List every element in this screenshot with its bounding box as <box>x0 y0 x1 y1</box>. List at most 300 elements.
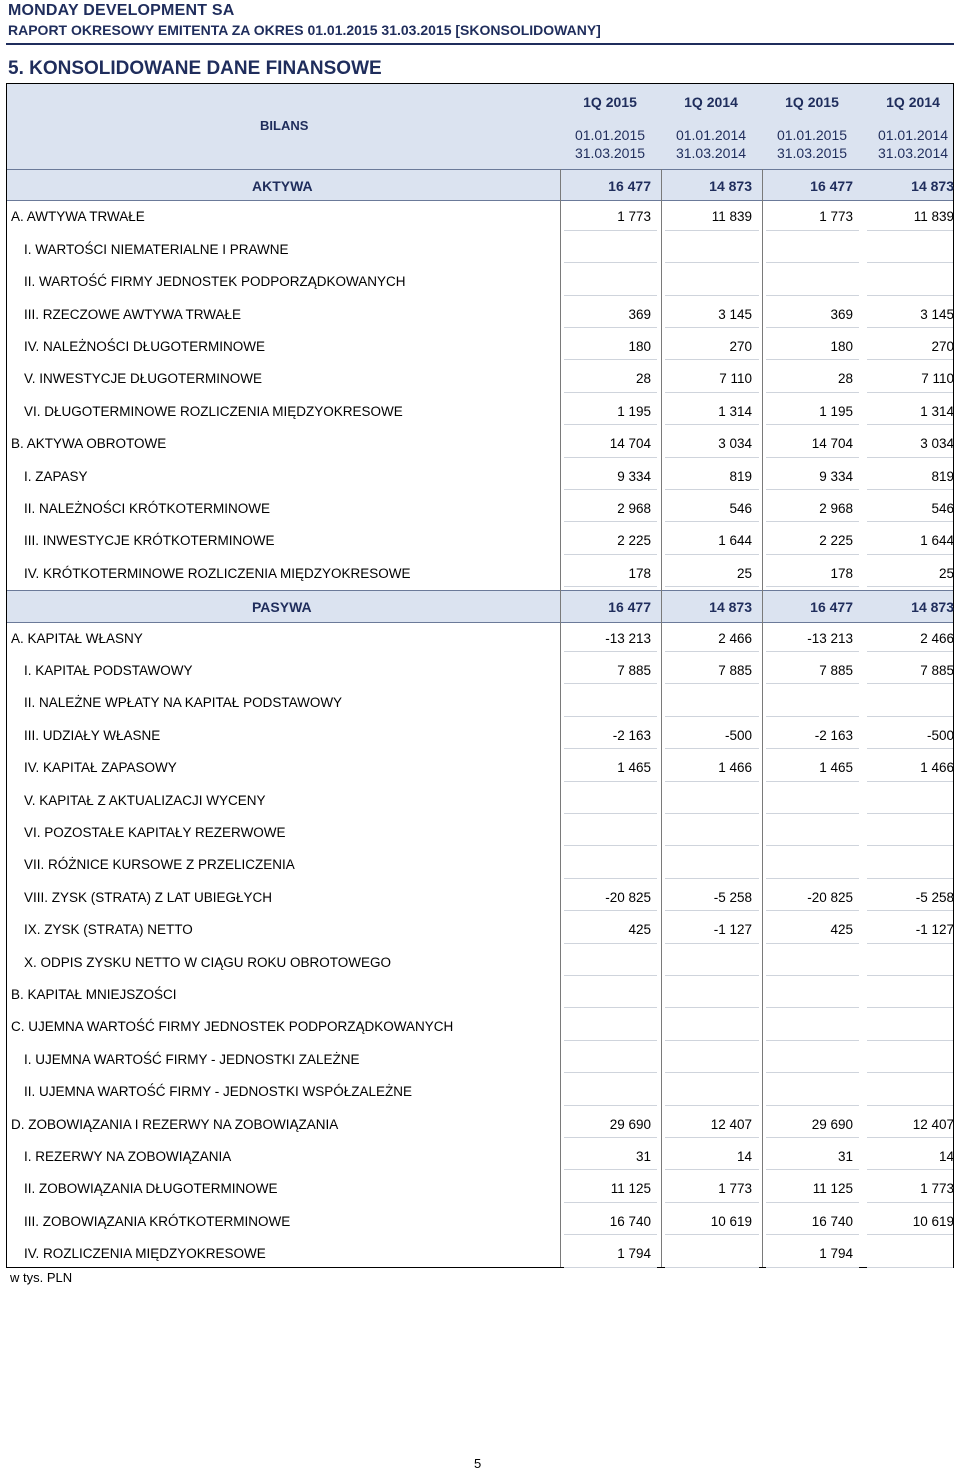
value-cell: 12 407 <box>912 1116 954 1132</box>
cell-underline <box>766 1267 859 1268</box>
table-row <box>7 493 953 525</box>
value-cell: 1 794 <box>819 1246 853 1262</box>
cell-underline <box>564 1169 657 1170</box>
cell-underline <box>867 1267 953 1268</box>
cell-underline <box>867 327 953 328</box>
row-label: V. KAPITAŁ Z AKTUALIZACJI WYCENY <box>24 792 266 808</box>
value-cell: -1 127 <box>713 922 752 938</box>
cell-underline <box>766 748 859 749</box>
value-cell: 14 873 <box>911 178 954 194</box>
cell-underline <box>564 748 657 749</box>
cell-underline <box>766 1137 859 1138</box>
table-row <box>7 1076 953 1108</box>
row-label: I. WARTOŚCI NIEMATERIALNE I PRAWNE <box>24 241 289 257</box>
cell-underline <box>564 1202 657 1203</box>
cell-underline <box>665 457 759 458</box>
cell-underline <box>564 1007 657 1008</box>
value-cell: 14 873 <box>911 599 954 616</box>
value-cell: 7 885 <box>819 663 853 678</box>
column-quarter: 1Q 2015 <box>583 94 637 110</box>
section-row <box>7 590 953 622</box>
cell-underline <box>665 295 759 296</box>
cell-underline <box>766 392 859 393</box>
value-cell: -500 <box>724 727 752 743</box>
row-label: III. UDZIAŁY WŁASNE <box>24 727 161 743</box>
value-cell: 270 <box>729 339 752 354</box>
table-row <box>7 947 953 979</box>
value-cell: 1 773 <box>819 209 853 225</box>
value-cell: 31 <box>837 1149 853 1164</box>
value-cell: 1 644 <box>920 533 954 549</box>
value-cell: 29 690 <box>609 1116 651 1132</box>
value-cell: 2 225 <box>819 533 853 549</box>
column-period <box>863 126 960 162</box>
table-row <box>7 655 953 687</box>
table-row <box>7 623 953 655</box>
cell-underline <box>665 781 759 782</box>
column-period <box>560 126 660 162</box>
value-cell: 16 477 <box>810 599 853 616</box>
section-row <box>7 169 953 201</box>
cell-underline <box>564 1137 657 1138</box>
table-row <box>7 1109 953 1141</box>
cell-underline <box>665 943 759 944</box>
row-label: VII. RÓŻNICE KURSOWE Z PRZELICZENIA <box>24 857 295 873</box>
period-from: 01.01.2015 <box>574 127 646 143</box>
row-label: III. INWESTYCJE KRÓTKOTERMINOWE <box>24 533 275 549</box>
cell-underline <box>564 1267 657 1268</box>
cell-underline <box>766 910 859 911</box>
column-period <box>762 126 862 162</box>
cell-underline <box>564 424 657 425</box>
value-cell: -20 825 <box>807 889 853 905</box>
cell-underline <box>867 910 953 911</box>
row-label: B. AKTYWA OBROTOWE <box>11 436 167 452</box>
row-label: II. ZOBOWIĄZANIA DŁUGOTERMINOWE <box>24 1181 278 1197</box>
value-cell: 11 839 <box>711 209 752 225</box>
cell-underline <box>766 262 859 263</box>
cell-underline <box>867 1169 953 1170</box>
value-cell: 7 110 <box>719 371 752 387</box>
value-cell: 11 125 <box>812 1181 853 1197</box>
cell-underline <box>564 554 657 555</box>
table-row <box>7 979 953 1011</box>
cell-underline <box>665 1105 759 1106</box>
cell-underline <box>766 878 859 879</box>
cell-underline <box>665 1137 759 1138</box>
value-cell: 270 <box>931 339 954 354</box>
cell-underline <box>665 392 759 393</box>
cell-underline <box>766 424 859 425</box>
cell-underline <box>867 845 953 846</box>
cell-underline <box>564 1072 657 1073</box>
table-row <box>7 428 953 460</box>
value-cell: 9 334 <box>819 468 853 484</box>
value-cell: 1 773 <box>920 1181 954 1197</box>
table-row <box>7 396 953 428</box>
column-separator <box>661 169 662 1267</box>
cell-underline <box>867 1105 953 1106</box>
cell-underline <box>665 586 759 587</box>
cell-underline <box>665 845 759 846</box>
value-cell: 2 968 <box>819 501 853 516</box>
header-divider <box>6 43 954 45</box>
value-cell: -5 258 <box>713 889 752 905</box>
cell-underline <box>564 1234 657 1235</box>
table-row <box>7 1141 953 1173</box>
value-cell: 425 <box>830 922 853 938</box>
value-cell: 3 145 <box>920 306 954 322</box>
value-cell: 16 477 <box>608 599 651 616</box>
value-cell: 14 <box>938 1149 954 1164</box>
value-cell: 10 619 <box>710 1213 752 1229</box>
row-label: A. AWTYWA TRWAŁE <box>11 209 145 225</box>
value-cell: 25 <box>736 565 752 581</box>
cell-underline <box>665 1202 759 1203</box>
cell-underline <box>867 1007 953 1008</box>
cell-underline <box>867 1234 953 1235</box>
value-cell: 1 773 <box>617 209 651 225</box>
table-row <box>7 234 953 266</box>
value-cell: 3 034 <box>718 436 752 452</box>
row-label: I. KAPITAŁ PODSTAWOWY <box>24 663 193 678</box>
value-cell: 2 225 <box>617 533 651 549</box>
row-label: B. KAPITAŁ MNIEJSZOŚCI <box>11 987 177 1002</box>
value-cell: 1 195 <box>617 403 651 419</box>
cell-underline <box>665 1007 759 1008</box>
value-cell: 819 <box>931 468 954 484</box>
cell-underline <box>867 1072 953 1073</box>
cell-underline <box>766 1007 859 1008</box>
row-label: III. ZOBOWIĄZANIA KRÓTKOTERMINOWE <box>24 1213 291 1229</box>
table-row <box>7 1011 953 1043</box>
value-cell: 16 477 <box>810 178 853 194</box>
value-cell: -2 163 <box>612 727 651 743</box>
cell-underline <box>564 878 657 879</box>
cell-underline <box>665 554 759 555</box>
value-cell: 9 334 <box>617 468 651 484</box>
value-cell: 3 034 <box>920 436 954 452</box>
cell-underline <box>564 586 657 587</box>
report-title: RAPORT OKRESOWY EMITENTA ZA OKRES 01.01.2015 31.03.2015 [SKONSOLIDOWANY] <box>8 22 601 38</box>
table-row <box>7 363 953 395</box>
cell-underline <box>665 1072 759 1073</box>
cell-underline <box>564 1105 657 1106</box>
cell-underline <box>867 295 953 296</box>
row-label: VIII. ZYSK (STRATA) Z LAT UBIEGŁYCH <box>24 889 273 905</box>
value-cell: 7 885 <box>920 663 954 678</box>
period-from: 01.01.2014 <box>877 127 949 143</box>
value-cell: 1 314 <box>920 403 954 419</box>
cell-underline <box>564 457 657 458</box>
table-row <box>7 331 953 363</box>
value-cell: 1 314 <box>718 403 752 419</box>
table-row <box>7 1206 953 1238</box>
cell-underline <box>564 489 657 490</box>
table-row <box>7 558 953 590</box>
row-label: V. INWESTYCJE DŁUGOTERMINOWE <box>24 371 263 387</box>
cell-underline <box>564 781 657 782</box>
row-label: IV. NALEŻNOŚCI DŁUGOTERMINOWE <box>24 339 266 354</box>
cell-underline <box>665 359 759 360</box>
cell-underline <box>564 716 657 717</box>
row-label: IV. KRÓTKOTERMINOWE ROZLICZENIA MIĘDZYOKRESOWE <box>24 565 411 581</box>
cell-underline <box>665 327 759 328</box>
cell-underline <box>564 683 657 684</box>
value-cell: 180 <box>830 339 853 354</box>
cell-underline <box>564 295 657 296</box>
table-row <box>7 525 953 557</box>
row-label: IV. ROZLICZENIA MIĘDZYOKRESOWE <box>24 1246 266 1262</box>
cell-underline <box>564 327 657 328</box>
cell-underline <box>665 975 759 976</box>
cell-underline <box>766 1234 859 1235</box>
cell-underline <box>867 457 953 458</box>
cell-underline <box>867 489 953 490</box>
column-period <box>661 126 761 162</box>
cell-underline <box>564 975 657 976</box>
table-row <box>7 752 953 784</box>
cell-underline <box>766 943 859 944</box>
cell-underline <box>867 262 953 263</box>
cell-underline <box>766 975 859 976</box>
cell-underline <box>867 975 953 976</box>
cell-underline <box>766 781 859 782</box>
row-label: II. NALEŻNOŚCI KRÓTKOTERMINOWE <box>24 501 271 516</box>
cell-underline <box>665 521 759 522</box>
table-title: BILANS <box>260 118 309 133</box>
column-quarter: 1Q 2014 <box>886 94 940 110</box>
value-cell: 10 619 <box>912 1213 954 1229</box>
value-cell: 28 <box>635 371 651 387</box>
value-cell: 29 690 <box>811 1116 853 1132</box>
value-cell: 14 704 <box>609 436 651 452</box>
cell-underline <box>867 392 953 393</box>
table-row <box>7 1044 953 1076</box>
column-separator <box>762 169 763 1267</box>
value-cell: 1 644 <box>718 533 752 549</box>
balance-sheet-table <box>6 83 954 1268</box>
cell-underline <box>564 392 657 393</box>
row-label: I. REZERWY NA ZOBOWIĄZANIA <box>24 1149 232 1164</box>
value-cell: -13 213 <box>605 630 651 646</box>
cell-underline <box>867 716 953 717</box>
value-cell: 2 466 <box>920 630 954 646</box>
cell-underline <box>665 262 759 263</box>
value-cell: 14 873 <box>709 178 752 194</box>
table-row <box>7 266 953 298</box>
cell-underline <box>867 878 953 879</box>
row-label: IV. KAPITAŁ ZAPASOWY <box>24 760 177 776</box>
column-quarter: 1Q 2015 <box>785 94 839 110</box>
cell-underline <box>766 1105 859 1106</box>
period-to: 31.03.2015 <box>776 145 848 161</box>
value-cell: 11 839 <box>913 209 954 225</box>
row-label: X. ODPIS ZYSKU NETTO W CIĄGU ROKU OBROTOWEGO <box>24 954 392 970</box>
period-to: 31.03.2014 <box>877 145 949 161</box>
cell-underline <box>867 1202 953 1203</box>
cell-underline <box>867 813 953 814</box>
value-cell: 7 110 <box>921 371 954 387</box>
value-cell: 1 794 <box>617 1246 651 1262</box>
column-separator <box>560 169 561 1267</box>
cell-underline <box>867 943 953 944</box>
value-cell: 14 <box>736 1149 752 1164</box>
row-label: IX. ZYSK (STRATA) NETTO <box>24 922 193 938</box>
cell-underline <box>766 327 859 328</box>
cell-underline <box>665 1267 759 1268</box>
cell-underline <box>766 813 859 814</box>
cell-underline <box>564 651 657 652</box>
cell-underline <box>766 1072 859 1073</box>
row-label: III. RZECZOWE AWTYWA TRWAŁE <box>24 306 242 322</box>
table-row <box>7 299 953 331</box>
cell-underline <box>766 554 859 555</box>
cell-underline <box>564 1040 657 1041</box>
value-cell: 16 740 <box>811 1213 853 1229</box>
value-cell: 16 740 <box>609 1213 651 1229</box>
row-label: II. UJEMNA WARTOŚĆ FIRMY - JEDNOSTKI WSPÓŁZALEŻNE <box>24 1084 413 1100</box>
value-cell: 31 <box>635 1149 651 1164</box>
value-cell: 1 466 <box>718 760 752 776</box>
table-row <box>7 914 953 946</box>
cell-underline <box>564 845 657 846</box>
cell-underline <box>665 651 759 652</box>
cell-underline <box>766 359 859 360</box>
row-label: II. NALEŻNE WPŁATY NA KAPITAŁ PODSTAWOWY <box>24 695 343 711</box>
row-label: A. KAPITAŁ WŁASNY <box>11 630 143 646</box>
value-cell: 369 <box>830 306 853 322</box>
cell-underline <box>766 1040 859 1041</box>
cell-underline <box>766 683 859 684</box>
cell-underline <box>665 489 759 490</box>
company-name: MONDAY DEVELOPMENT SA <box>8 2 235 19</box>
cell-underline <box>867 781 953 782</box>
cell-underline <box>766 586 859 587</box>
cell-underline <box>665 1169 759 1170</box>
table-row <box>7 1238 953 1270</box>
value-cell: 1 465 <box>819 760 853 776</box>
cell-underline <box>867 359 953 360</box>
value-cell: 178 <box>830 565 853 581</box>
cell-underline <box>665 1040 759 1041</box>
cell-underline <box>665 910 759 911</box>
value-cell: 425 <box>628 922 651 938</box>
unit-note: w tys. PLN <box>10 1270 73 1285</box>
cell-underline <box>665 813 759 814</box>
cell-underline <box>867 651 953 652</box>
table-row <box>7 882 953 914</box>
value-cell: 546 <box>931 501 954 516</box>
page-number: 5 <box>474 1456 482 1471</box>
table-row <box>7 461 953 493</box>
period-from: 01.01.2014 <box>675 127 747 143</box>
cell-underline <box>867 230 953 231</box>
cell-underline <box>867 683 953 684</box>
cell-underline <box>867 1137 953 1138</box>
cell-underline <box>766 1202 859 1203</box>
value-cell: 14 873 <box>709 599 752 616</box>
cell-underline <box>665 424 759 425</box>
table-row <box>7 849 953 881</box>
value-cell: 1 465 <box>617 760 651 776</box>
value-cell: 16 477 <box>608 178 651 194</box>
row-label: D. ZOBOWIĄZANIA I REZERWY NA ZOBOWIĄZANIA <box>11 1116 339 1132</box>
value-cell: 7 885 <box>718 663 752 678</box>
period-to: 31.03.2014 <box>675 145 747 161</box>
cell-underline <box>564 910 657 911</box>
value-cell: -20 825 <box>605 889 651 905</box>
cell-underline <box>665 748 759 749</box>
cell-underline <box>867 554 953 555</box>
cell-underline <box>564 230 657 231</box>
value-cell: -500 <box>926 727 954 743</box>
value-cell: 11 125 <box>610 1181 651 1197</box>
cell-underline <box>766 651 859 652</box>
cell-underline <box>867 748 953 749</box>
section-label: PASYWA <box>252 599 312 616</box>
value-cell: 180 <box>628 339 651 354</box>
row-label: II. WARTOŚĆ FIRMY JEDNOSTEK PODPORZĄDKOWANYCH <box>24 274 406 290</box>
section-title: 5. KONSOLIDOWANE DANE FINANSOWE <box>8 58 382 79</box>
cell-underline <box>766 230 859 231</box>
cell-underline <box>766 716 859 717</box>
table-header <box>7 84 953 169</box>
column-quarter: 1Q 2014 <box>684 94 738 110</box>
cell-underline <box>665 230 759 231</box>
period-to: 31.03.2015 <box>574 145 646 161</box>
section-label: AKTYWA <box>252 178 313 194</box>
value-cell: 28 <box>837 371 853 387</box>
row-label: VI. DŁUGOTERMINOWE ROZLICZENIA MIĘDZYOKRESOWE <box>24 403 403 419</box>
cell-underline <box>766 489 859 490</box>
cell-underline <box>665 878 759 879</box>
table-row <box>7 817 953 849</box>
value-cell: 178 <box>628 565 651 581</box>
cell-underline <box>564 262 657 263</box>
period-from: 01.01.2015 <box>776 127 848 143</box>
row-label: I. UJEMNA WARTOŚĆ FIRMY - JEDNOSTKI ZALEŻNE <box>24 1051 360 1067</box>
value-cell: 7 885 <box>617 663 651 678</box>
cell-underline <box>564 521 657 522</box>
value-cell: -2 163 <box>814 727 853 743</box>
value-cell: -13 213 <box>807 630 853 646</box>
cell-underline <box>665 716 759 717</box>
cell-underline <box>867 586 953 587</box>
value-cell: 14 704 <box>811 436 853 452</box>
value-cell: 1 466 <box>920 760 954 776</box>
cell-underline <box>564 359 657 360</box>
cell-underline <box>564 813 657 814</box>
cell-underline <box>766 1169 859 1170</box>
value-cell: 1 773 <box>718 1181 752 1197</box>
value-cell: 2 968 <box>617 501 651 516</box>
value-cell: 2 466 <box>718 630 752 646</box>
cell-underline <box>766 521 859 522</box>
cell-underline <box>564 943 657 944</box>
value-cell: 819 <box>729 468 752 484</box>
table-row <box>7 201 953 233</box>
table-row <box>7 687 953 719</box>
value-cell: 12 407 <box>710 1116 752 1132</box>
value-cell: -5 258 <box>915 889 954 905</box>
table-row <box>7 720 953 752</box>
cell-underline <box>766 295 859 296</box>
cell-underline <box>665 683 759 684</box>
row-label: I. ZAPASY <box>24 468 88 484</box>
cell-underline <box>766 845 859 846</box>
value-cell: 546 <box>729 501 752 516</box>
